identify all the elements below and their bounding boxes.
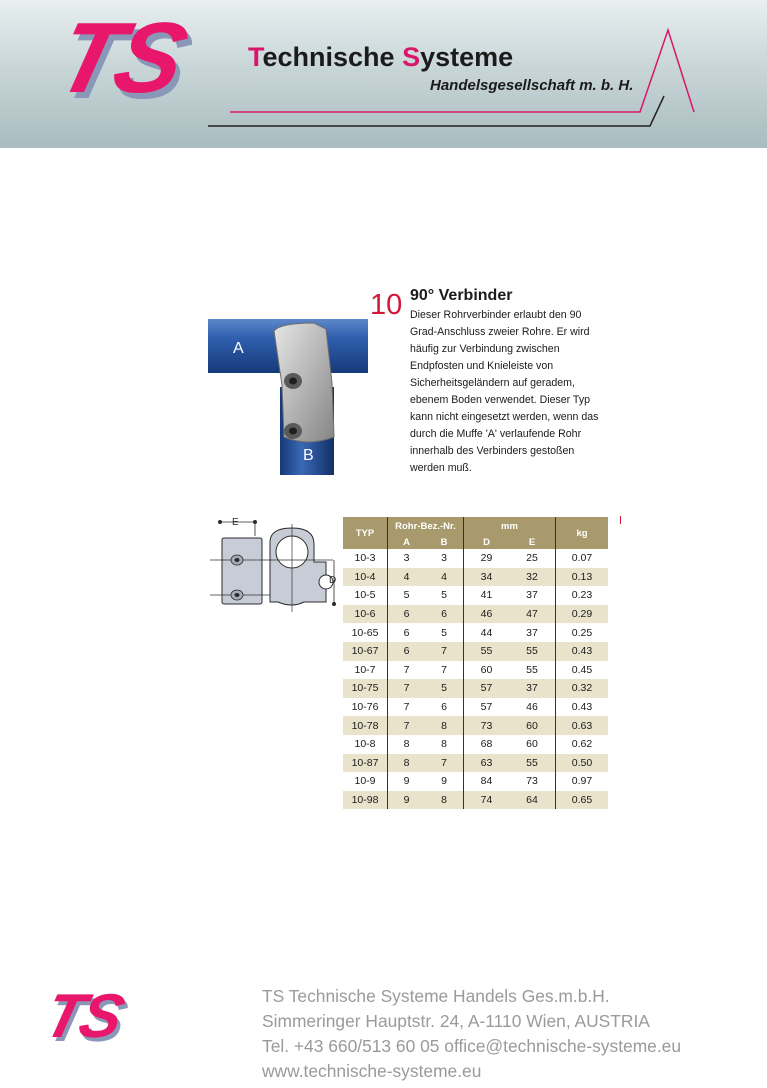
cell-a: 5 xyxy=(403,589,410,602)
cell-b: 9 xyxy=(425,772,464,791)
cell-e: 55 xyxy=(509,661,556,680)
company-name-cap-s: S xyxy=(402,42,421,72)
cell-kg: 0.13 xyxy=(556,568,609,587)
cell-e: 64 xyxy=(509,791,556,810)
cell-a: 8 xyxy=(403,738,410,751)
cell-b: 5 xyxy=(425,679,464,698)
table-row xyxy=(343,623,608,642)
cell-a: 7 xyxy=(403,701,410,714)
cell-a: 9 xyxy=(403,775,410,788)
cell-b: 8 xyxy=(425,716,464,735)
header-e: E xyxy=(509,536,556,549)
footer-website-link[interactable]: www.technische-systeme.eu xyxy=(262,1061,482,1081)
header-a: A xyxy=(388,536,426,549)
cell-e: 60 xyxy=(509,735,556,754)
footer-company: TS Technische Systeme Handels Ges.m.b.H. xyxy=(262,986,610,1006)
cell-e: 32 xyxy=(509,568,556,587)
cell-typ: 10-4 xyxy=(343,568,388,587)
cell-b: 5 xyxy=(425,623,464,642)
cell-kg: 0.50 xyxy=(556,754,609,773)
cell-kg: 0.25 xyxy=(571,626,593,639)
cell-d: 74 xyxy=(464,791,510,810)
cell-a: 6 xyxy=(388,642,426,661)
cell-a: 4 xyxy=(388,568,426,587)
product-photo xyxy=(208,297,368,475)
photo-label-a: A xyxy=(233,340,244,357)
header-kg: kg xyxy=(556,517,609,549)
company-subtitle: Handelsgesellschaft m. b. H. xyxy=(430,77,634,94)
technical-drawing xyxy=(208,514,343,619)
cell-d: 68 xyxy=(480,738,493,751)
company-name-part1: echnische xyxy=(262,42,403,72)
cell-e: 37 xyxy=(509,679,556,698)
table-row xyxy=(343,698,608,717)
header-typ: TYP xyxy=(343,517,388,549)
cell-e: 37 xyxy=(509,586,556,605)
company-name-part2: ysteme xyxy=(420,42,514,72)
cell-b: 3 xyxy=(425,549,464,568)
cell-d: 46 xyxy=(464,605,510,624)
table-row xyxy=(343,735,608,754)
cell-a: 6 xyxy=(403,626,410,639)
cell-typ: 10-87 xyxy=(343,754,388,773)
cell-kg: 0.97 xyxy=(571,775,593,788)
cell-typ: 10-67 xyxy=(343,642,388,661)
cell-typ: 10-65 xyxy=(343,623,388,642)
dimension-label-e: E xyxy=(232,517,239,528)
cell-typ: 10-75 xyxy=(343,679,388,698)
photo-label-b: B xyxy=(303,447,314,464)
cell-d: 84 xyxy=(480,775,493,788)
cell-e: 25 xyxy=(509,549,556,568)
cell-d: 34 xyxy=(464,568,510,587)
company-name xyxy=(248,42,513,73)
header-b: B xyxy=(425,536,464,549)
dimension-label-d: D xyxy=(329,575,337,586)
table-row xyxy=(343,605,608,624)
cell-typ: 10-98 xyxy=(343,791,388,810)
cell-d: 29 xyxy=(480,552,493,565)
table-row xyxy=(343,549,608,568)
cell-a: 7 xyxy=(388,716,426,735)
cell-a: 8 xyxy=(388,754,426,773)
footer-ts-logo: TS xyxy=(37,982,128,1051)
cell-kg: 0.32 xyxy=(556,679,609,698)
cell-typ: 10-7 xyxy=(343,661,388,680)
header-banner xyxy=(0,0,767,148)
table-row xyxy=(343,754,608,773)
cell-kg: 0.45 xyxy=(571,663,593,676)
cell-typ: 10-3 xyxy=(343,549,388,568)
cell-b: 6 xyxy=(425,698,464,717)
cell-e: 60 xyxy=(509,716,556,735)
cell-e: 37 xyxy=(509,623,556,642)
cell-a: 3 xyxy=(403,552,410,565)
cell-d: 73 xyxy=(464,716,510,735)
cell-d: 57 xyxy=(480,701,493,714)
red-marker xyxy=(620,516,621,524)
cell-typ: 10-6 xyxy=(343,605,388,624)
cell-kg: 0.65 xyxy=(556,791,609,810)
table-row xyxy=(343,568,608,587)
cell-a: 9 xyxy=(388,791,426,810)
cell-b: 7 xyxy=(425,661,464,680)
cell-typ: 10-76 xyxy=(343,698,388,717)
cell-e: 46 xyxy=(509,698,556,717)
specification-table xyxy=(343,517,608,809)
table-row xyxy=(343,791,608,810)
cell-kg: 0.43 xyxy=(556,642,609,661)
table-row xyxy=(343,642,608,661)
cell-typ: 10-5 xyxy=(343,586,388,605)
cell-kg: 0.62 xyxy=(571,738,593,751)
table-row xyxy=(343,661,608,680)
table-body xyxy=(343,549,608,809)
footer-address: Simmeringer Hauptstr. 24, A-1110 Wien, AUSTRIA xyxy=(262,1011,650,1031)
cell-kg: 0.63 xyxy=(556,716,609,735)
cell-d: 57 xyxy=(464,679,510,698)
company-name-cap-t: T xyxy=(248,42,263,72)
product-title: 90° Verbinder xyxy=(410,287,513,304)
table-row xyxy=(343,716,608,735)
cell-b: 8 xyxy=(425,735,464,754)
cell-d: 44 xyxy=(480,626,493,639)
table-row xyxy=(343,772,608,791)
cell-e: 73 xyxy=(509,772,556,791)
cell-b: 7 xyxy=(425,642,464,661)
product-description: Dieser Rohrverbinder erlaubt den 90 Grad-Anschluss zweier Rohre. Er wird häufig zur Verbindung zwischen Endpfosten und Knieleiste von Sicherheitsgeländern auf geradem, ebenem Boden verwendet. Dieser Typ kann nicht eingesetzt werden, wenn das durch die Muffe 'A' verlaufende Rohr innerhalb des Verbinders gestoßen werden muß. xyxy=(410,309,599,474)
cell-d: 60 xyxy=(480,663,493,676)
cell-e: 55 xyxy=(509,754,556,773)
cell-kg: 0.07 xyxy=(571,552,593,565)
cell-kg: 0.29 xyxy=(556,605,609,624)
cell-b: 7 xyxy=(425,754,464,773)
cell-b: 5 xyxy=(425,586,464,605)
cell-typ: 10-8 xyxy=(343,735,388,754)
cell-b: 6 xyxy=(425,605,464,624)
cell-kg: 0.43 xyxy=(571,701,593,714)
cell-d: 41 xyxy=(480,589,493,602)
table-row xyxy=(343,586,608,605)
header-mm: mm xyxy=(464,517,556,536)
cell-a: 7 xyxy=(403,663,410,676)
table-row xyxy=(343,679,608,698)
cell-typ: 10-78 xyxy=(343,716,388,735)
header-d: D xyxy=(464,536,510,549)
cell-d: 63 xyxy=(464,754,510,773)
cell-d: 55 xyxy=(464,642,510,661)
footer-phone-email[interactable]: Tel. +43 660/513 60 05 office@technische-systeme.eu xyxy=(262,1036,682,1056)
footer-contact xyxy=(262,984,681,1084)
header-rohr: Rohr-Bez.-Nr. xyxy=(388,517,464,536)
cell-e: 55 xyxy=(509,642,556,661)
cell-e: 47 xyxy=(509,605,556,624)
cell-b: 4 xyxy=(425,568,464,587)
cell-a: 7 xyxy=(388,679,426,698)
cell-typ: 10-9 xyxy=(343,772,388,791)
product-number: 10 xyxy=(370,289,403,321)
cell-a: 6 xyxy=(388,605,426,624)
cell-b: 8 xyxy=(425,791,464,810)
cell-kg: 0.23 xyxy=(571,589,593,602)
ts-logo: TS xyxy=(46,2,194,114)
